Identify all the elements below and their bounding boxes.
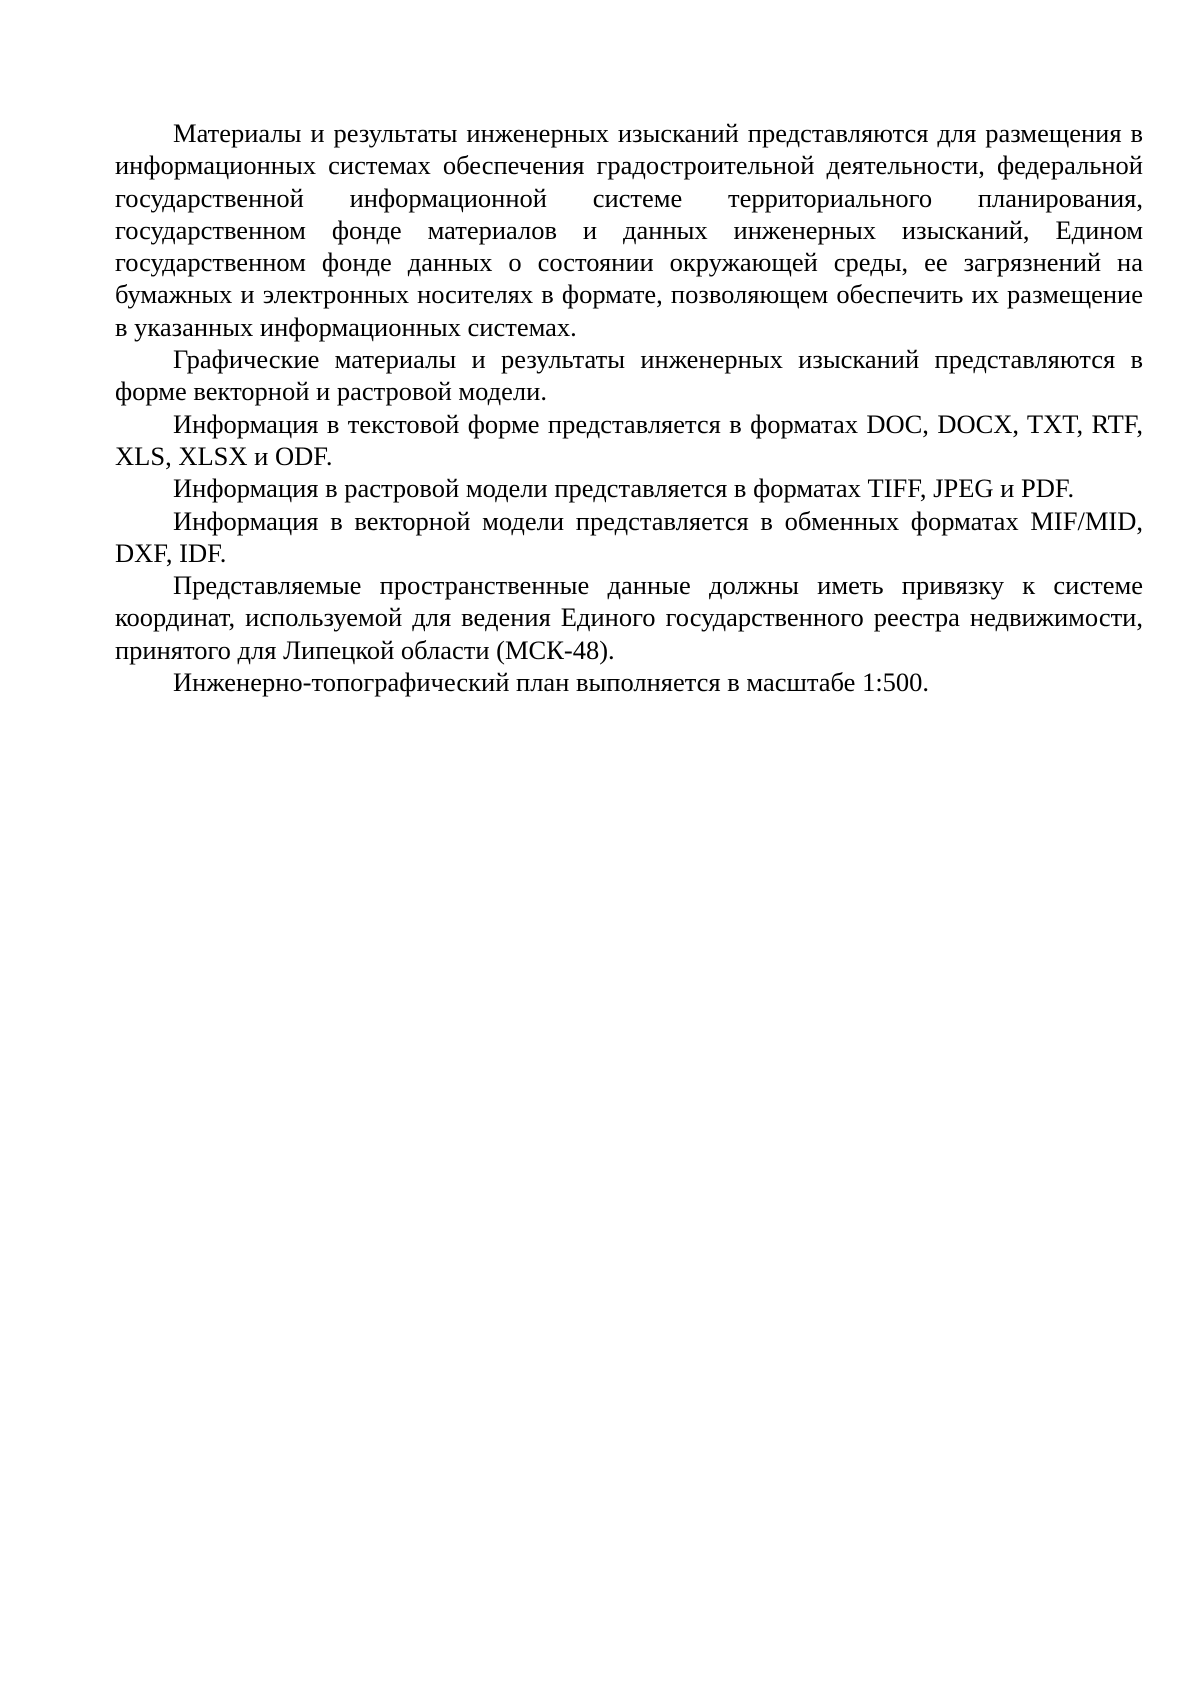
paragraph-plan-scale: Инженерно-топографический план выполняется в масштабе 1:500. (173, 667, 930, 698)
paragraph-vector-formats: Информация в векторной модели представляется в обменных форматах MIF/MID, DXF, IDF. (115, 505, 1143, 568)
paragraph-raster-formats: Информация в растровой модели представляется в форматах TIFF, JPEG и PDF. (173, 473, 1075, 504)
paragraph-text-formats: Информация в текстовой форме представляется в форматах DOC, DOCX, TXT, RTF, XLS, XLSX и ODF. (115, 408, 1143, 471)
document-body (115, 117, 1143, 698)
paragraph-coordinate-system: Представляемые пространственные данные должны иметь привязку к системе координат, используемой для ведения Единого государственного реестра недвижимости, принятого для Липецкой области (МСК-48). (115, 570, 1143, 665)
paragraph-graphic-materials: Графические материалы и результаты инженерных изысканий представляются в форме векторной и растровой модели. (115, 344, 1143, 407)
paragraph-materials-placement: Материалы и результаты инженерных изысканий представляются для размещения в информационных системах обеспечения градостроительной деятельности, федеральной государственной информационной системе территориального планирования, государственном фонде материалов и данных инженерных изысканий, Едином государственном фонде данных о состоянии окружающей среды, ее загрязнений на бумажных и электронных носителях в формате, позволяющем обеспечить их размещение в указанных информационных системах. (115, 118, 1143, 342)
